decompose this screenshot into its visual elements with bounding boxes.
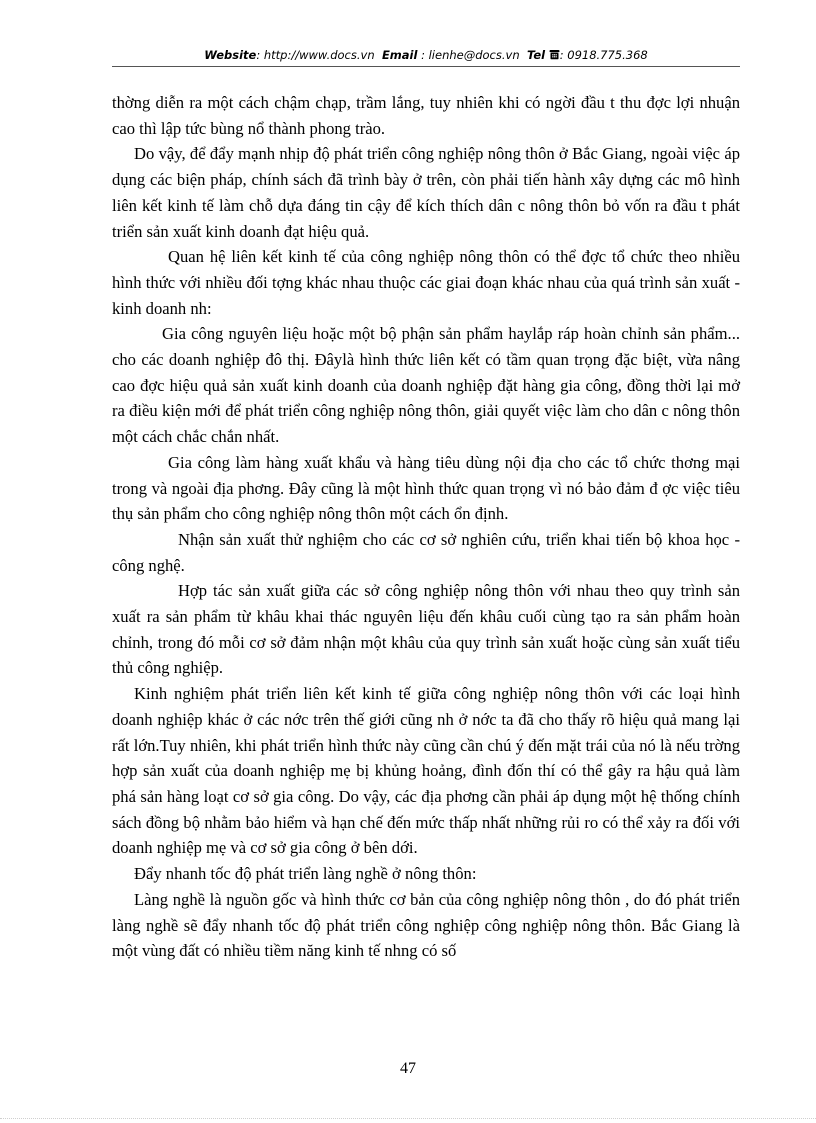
email-value: : lienhe@docs.vn — [421, 48, 520, 62]
paragraph: Nhận sản xuất thử nghiệm cho các cơ sở nghiên cứu, triển khai tiến bộ khoa học - công nghệ. — [112, 529, 740, 575]
header-divider — [112, 66, 740, 67]
footer-divider — [0, 1118, 816, 1119]
phone-icon — [549, 49, 560, 63]
paragraph: thờng diễn ra một cách chậm chạp, trầm lắng, tuy nhiên khi có ngời đầu t thu đợc lợi nhuận cao thì lập tức bùng nổ thành phong trào. — [112, 93, 740, 138]
page-number: 47 — [400, 1060, 416, 1077]
website-label: Website — [204, 48, 257, 62]
paragraph: Làng nghề là nguồn gốc và hình thức cơ bản của công nghiệp nông thôn , do đó phát triển làng nghề sẽ đẩy nhanh tốc độ phát triển công nghiệp công nghiệp nông thôn. Bắc Giang là một vùng đất có nhiều tiềm năng kinh tế nhng có số — [112, 889, 740, 961]
page-header — [112, 48, 740, 63]
email-label: Email — [381, 48, 418, 62]
paragraph: Do vậy, để đẩy mạnh nhịp độ phát triển công nghiệp nông thôn ở Bắc Giang, ngoài việc áp dụng các biện pháp, chính sách đã trình bày ở trên, còn phải tiến hành xây dựng các mô hình liên kết kinh tế làm chỗ dựa đáng tin cậy để kích thích dân c nông thôn bỏ vốn ra đầu t phát triển sản xuất kinh doanh đạt hiệu quả. — [112, 144, 740, 241]
tel-label: Tel — [526, 48, 546, 62]
tel-value: : 0918.775.368 — [559, 48, 648, 62]
website-value: : http://www.docs.vn — [256, 48, 375, 62]
paragraph: Kinh nghiệm phát triển liên kết kinh tế giữa công nghiệp nông thôn với các loại hình doanh nghiệp khác ở các nớc trên thế giới cũng nh ở nớc ta đã cho thấy rõ hiệu quả mang lại rất lớn.Tuy nhiên, khi phát triển hình thức này cũng cần chú ý đến mặt trái của nó là nếu trờng hợp sản xuất của doanh nghiệp mẹ bị khủng hoảng, đình đốn thí có thể gây ra hậu quả làm phá sản hàng loạt cơ sở gia công. Do vậy, các địa phơng cần phải áp dụng một hệ thống chính sách đồng bộ nhằm bảo hiểm và hạn chế đến mức thấp nhất những rủi ro có thể xảy ra đối với doanh nghiệp mẹ và cơ sở gia công ở bên dới. — [112, 684, 740, 858]
paragraph: Đẩy nhanh tốc độ phát triển làng nghề ở nông thôn: — [134, 864, 477, 884]
paragraph: Gia công làm hàng xuất khẩu và hàng tiêu dùng nội địa cho các tổ chức thơng mại trong và ngoài địa phơng. Đây cũng là một hình thức quan trọng vì nó bảo đảm đ ợc việc tiêu thụ sản phẩm cho công nghiệp nông thôn một cách ổn định. — [112, 452, 740, 524]
paragraph: Gia công nguyên liệu hoặc một bộ phận sản phẩm haylắp ráp hoàn chỉnh sản phẩm... cho các doanh nghiệp đô thị. Đâylà hình thức liên kết có tầm quan trọng đặc biệt, vừa nâng cao đợc hiệu quả sản xuất kinh doanh của doanh nghiệp đặt hàng gia công, đồng thời lại mở ra điều kiện mới để phát triển công nghiệp nông thôn, giải quyết việc làm cho dân c nông thôn một cách chắc chắn nhất. — [112, 324, 740, 447]
paragraph: Quan hệ liên kết kinh tế của công nghiệp nông thôn có thể đợc tổ chức theo nhiều hình thức với nhiều đối tợng khác nhau thuộc các giai đoạn khác nhau của quá trình sản xuất - kinh doanh nh: — [112, 247, 740, 318]
paragraph: Hợp tác sản xuất giữa các sở công nghiệp nông thôn với nhau theo quy trình sản xuất ra sản phẩm từ khâu khai thác nguyên liệu đến khâu cuối cùng tạo ra sản phẩm hoàn chỉnh, trong đó mỗi cơ sở đảm nhận một khâu của quy trình sản xuất hoặc cùng sản xuất tiểu thủ công nghiệp. — [112, 581, 740, 678]
document-body — [112, 90, 740, 964]
